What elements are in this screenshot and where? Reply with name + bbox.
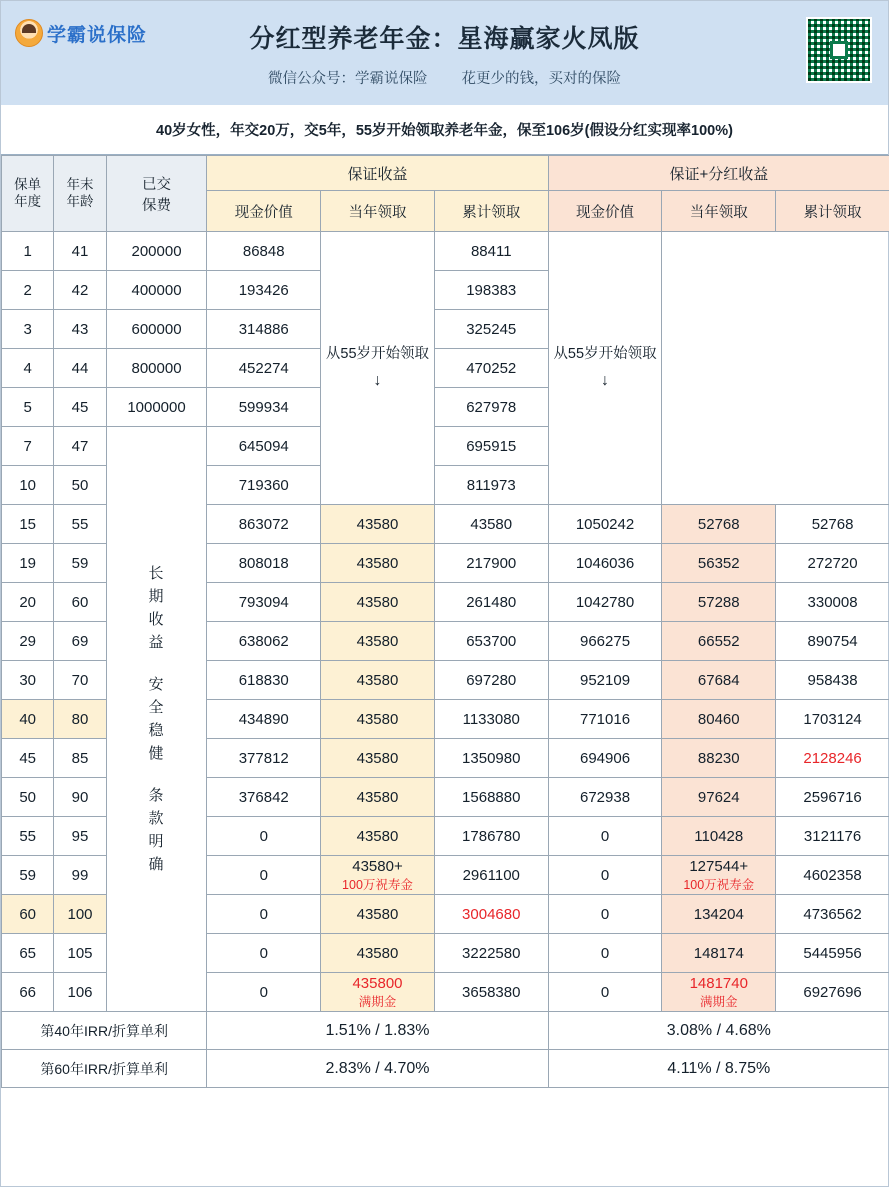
cell-cumulative-take-guaranteed: 3222580 (434, 934, 548, 973)
cell-age: 105 (54, 934, 106, 973)
cell-age: 90 (54, 778, 106, 817)
cell-cash-value-dividend: 672938 (548, 778, 662, 817)
cell-policy-year: 50 (2, 778, 54, 817)
cell-annual-take-dividend: 134204 (662, 895, 776, 934)
page-title: 分红型养老年金：星海赢家火凤版 (249, 24, 640, 53)
irr40-guaranteed: 1.51% / 1.83% (207, 1012, 548, 1050)
table-row (2, 310, 889, 349)
th-cumulative-take-guaranteed: 累计领取 (434, 191, 548, 232)
cell-cash-value-guaranteed: 793094 (207, 583, 321, 622)
cell-policy-year: 2 (2, 271, 54, 310)
cell-cash-value-dividend: 1046036 (548, 544, 662, 583)
brand-name: 学霸说保险 (47, 24, 148, 46)
cell-policy-year: 15 (2, 505, 54, 544)
cell-cash-value-dividend: 325245 (434, 310, 548, 349)
cell-annual-take-guaranteed: 43580 (321, 583, 435, 622)
cell-policy-year: 5 (2, 388, 54, 427)
cell-age: 69 (54, 622, 106, 661)
cell-cash-value-dividend: 1050242 (548, 505, 662, 544)
th-group-dividend: 保证+分红收益 (548, 156, 889, 191)
cell-annual-take-guaranteed: 43580 (321, 622, 435, 661)
cell-cumulative-take-dividend: 5445956 (776, 934, 889, 973)
table-footer (2, 1012, 889, 1088)
cell-cumulative-take-guaranteed: 653700 (434, 622, 548, 661)
cell-cash-value-guaranteed: 0 (207, 856, 321, 895)
cell-policy-year: 29 (2, 622, 54, 661)
cell-cash-value-dividend: 695915 (434, 427, 548, 466)
irr40-label: 第40年IRR/折算单利 (2, 1012, 207, 1050)
vertical-note-2: 安 全 稳 健 (148, 675, 165, 763)
cell-policy-year: 7 (2, 427, 54, 466)
table-group-header-row (2, 156, 889, 191)
cell-cumulative-take-guaranteed: 1568880 (434, 778, 548, 817)
cell-cumulative-take-dividend: 3121176 (776, 817, 889, 856)
cell-policy-year: 59 (2, 856, 54, 895)
cell-cash-value-dividend: 0 (548, 973, 662, 1012)
cell-annual-take-guaranteed: 43580 (321, 778, 435, 817)
cell-cash-value-guaranteed: 863072 (207, 505, 321, 544)
subtitle-account: 微信公众号：学霸说保险 (268, 70, 428, 87)
cell-cumulative-take-dividend: 330008 (776, 583, 889, 622)
page-header (1, 1, 888, 105)
cell-cash-value-dividend: 966275 (548, 622, 662, 661)
brand-avatar-icon (15, 19, 43, 47)
cell-annual-take-guaranteed: 43580 (321, 661, 435, 700)
cell-cash-value-guaranteed: 376842 (207, 778, 321, 817)
cell-paid-premium: 400000 (106, 271, 207, 310)
th-age: 年末 年龄 (54, 156, 106, 232)
table-row-irr60 (2, 1050, 889, 1088)
cell-cumulative-take-dividend: 2128246 (776, 739, 889, 778)
cell-paid-premium: 200000 (106, 232, 207, 271)
cell-annual-take-dividend: 88230 (662, 739, 776, 778)
cell-cash-value-dividend: 0 (548, 817, 662, 856)
cell-cash-value-guaranteed: 0 (207, 973, 321, 1012)
cell-cumulative-take-guaranteed: 2961100 (434, 856, 548, 895)
cell-cash-value-guaranteed: 618830 (207, 661, 321, 700)
cell-cash-value-dividend: 0 (548, 856, 662, 895)
cell-annual-take-guaranteed: 43580 (321, 544, 435, 583)
cell-age: 43 (54, 310, 106, 349)
th-cumulative-take-dividend: 累计领取 (776, 191, 889, 232)
cell-age: 44 (54, 349, 106, 388)
cell-cumulative-take-guaranteed: 43580 (434, 505, 548, 544)
cell-cash-value-guaranteed: 314886 (207, 310, 321, 349)
cell-annual-take-dividend: 80460 (662, 700, 776, 739)
cell-annual-take-dividend: 1481740 满期金 (662, 973, 776, 1012)
cell-cash-value-guaranteed: 638062 (207, 622, 321, 661)
cell-annual-take-dividend: 52768 (662, 505, 776, 544)
cell-age: 95 (54, 817, 106, 856)
th-policy-year: 保单 年度 (2, 156, 54, 232)
cell-policy-year: 65 (2, 934, 54, 973)
th-annual-take-dividend: 当年领取 (662, 191, 776, 232)
cell-cash-value-guaranteed: 0 (207, 817, 321, 856)
table-body (2, 232, 889, 1012)
cell-cash-value-guaranteed: 0 (207, 934, 321, 973)
cell-annual-take-guaranteed: 435800 满期金 (321, 973, 435, 1012)
cell-policy-year: 55 (2, 817, 54, 856)
th-annual-take-guaranteed: 当年领取 (321, 191, 435, 232)
cell-age: 70 (54, 661, 106, 700)
cell-cash-value-guaranteed: 808018 (207, 544, 321, 583)
cell-policy-year: 1 (2, 232, 54, 271)
cell-cumulative-take-dividend: 52768 (776, 505, 889, 544)
cell-cumulative-take-dividend: 890754 (776, 622, 889, 661)
cell-policy-year: 19 (2, 544, 54, 583)
cell-cash-value-dividend: 1042780 (548, 583, 662, 622)
cell-cumulative-take-dividend: 2596716 (776, 778, 889, 817)
cell-policy-year: 10 (2, 466, 54, 505)
cell-cumulative-take-dividend: 958438 (776, 661, 889, 700)
cell-cumulative-take-dividend: 4602358 (776, 856, 889, 895)
brand (15, 19, 147, 47)
irr60-guaranteed: 2.83% / 4.70% (207, 1050, 548, 1088)
cell-policy-year: 45 (2, 739, 54, 778)
cell-annual-take-dividend: 97624 (662, 778, 776, 817)
table-row (2, 349, 889, 388)
th-cash-value-dividend: 现金价值 (548, 191, 662, 232)
cell-policy-year: 40 (2, 700, 54, 739)
cell-cash-value-dividend: 627978 (434, 388, 548, 427)
cell-annual-take-guaranteed: 43580 (321, 739, 435, 778)
cell-annual-take-dividend: 57288 (662, 583, 776, 622)
cell-cumulative-take-dividend: 6927696 (776, 973, 889, 1012)
cell-annual-take-dividend: 67684 (662, 661, 776, 700)
cell-cumulative-take-guaranteed: 1133080 (434, 700, 548, 739)
cell-annual-take-dividend: 148174 (662, 934, 776, 973)
cell-cash-value-dividend: 0 (548, 934, 662, 973)
cell-annual-take-dividend: 56352 (662, 544, 776, 583)
cell-policy-year: 60 (2, 895, 54, 934)
cell-paid-premium: 800000 (106, 349, 207, 388)
cell-age: 42 (54, 271, 106, 310)
table-row (2, 427, 889, 466)
cell-cumulative-take-guaranteed: 261480 (434, 583, 548, 622)
page-subtitle (121, 67, 768, 88)
cell-age: 60 (54, 583, 106, 622)
cell-cash-value-guaranteed: 645094 (207, 427, 321, 466)
cell-annual-take-dividend: 110428 (662, 817, 776, 856)
th-group-guaranteed: 保证收益 (207, 156, 548, 191)
cell-policy-year: 66 (2, 973, 54, 1012)
cell-cash-value-dividend: 952109 (548, 661, 662, 700)
irr40-dividend: 3.08% / 4.68% (548, 1012, 889, 1050)
cell-annual-take-guaranteed: 43580 (321, 934, 435, 973)
cell-policy-year: 30 (2, 661, 54, 700)
cell-age: 55 (54, 505, 106, 544)
qr-code-icon (806, 17, 872, 83)
table-row (2, 232, 889, 271)
irr60-label: 第60年IRR/折算单利 (2, 1050, 207, 1088)
benefit-table (1, 155, 889, 1088)
cell-age: 100 (54, 895, 106, 934)
cell-policy-year: 3 (2, 310, 54, 349)
cell-annual-take-guaranteed: 43580+ 100万祝寿金 (321, 856, 435, 895)
cell-paid-premium-merged (106, 427, 207, 1012)
cell-cash-value-dividend: 88411 (434, 232, 548, 271)
subtitle-slogan: 花更少的钱，买对的保险 (461, 70, 621, 87)
irr60-dividend: 4.11% / 8.75% (548, 1050, 889, 1088)
cell-age: 80 (54, 700, 106, 739)
cell-annual-take-dividend: 127544+ 100万祝寿金 (662, 856, 776, 895)
cell-age: 106 (54, 973, 106, 1012)
cell-start-note-guaranteed (321, 232, 435, 505)
cell-cumulative-take-guaranteed: 217900 (434, 544, 548, 583)
cell-policy-year: 4 (2, 349, 54, 388)
cell-cumulative-take-guaranteed: 3658380 (434, 973, 548, 1012)
condition-line: 40岁女性，年交20万，交5年，55岁开始领取养老年金，保至106岁(假设分红实现率100%) (1, 105, 888, 155)
cell-cumulative-take-guaranteed: 697280 (434, 661, 548, 700)
cell-cash-value-dividend: 198383 (434, 271, 548, 310)
start-note-dividend: 从55岁开始领取 ↓ (553, 346, 657, 389)
table-row-irr40 (2, 1012, 889, 1050)
cell-annual-take-guaranteed: 43580 (321, 895, 435, 934)
cell-cumulative-take-dividend: 272720 (776, 544, 889, 583)
cell-age: 59 (54, 544, 106, 583)
cell-cumulative-take-guaranteed: 1786780 (434, 817, 548, 856)
cell-age: 47 (54, 427, 106, 466)
cell-cash-value-guaranteed: 86848 (207, 232, 321, 271)
table-row (2, 271, 889, 310)
cell-cash-value-guaranteed: 377812 (207, 739, 321, 778)
cell-policy-year: 20 (2, 583, 54, 622)
cell-cash-value-dividend: 811973 (434, 466, 548, 505)
table-row (2, 388, 889, 427)
cell-cash-value-guaranteed: 434890 (207, 700, 321, 739)
cell-cumulative-take-guaranteed: 1350980 (434, 739, 548, 778)
cell-cumulative-take-dividend: 1703124 (776, 700, 889, 739)
cell-cash-value-guaranteed: 599934 (207, 388, 321, 427)
cell-cumulative-take-guaranteed: 3004680 (434, 895, 548, 934)
cell-cash-value-guaranteed: 719360 (207, 466, 321, 505)
cell-cash-value-guaranteed: 0 (207, 895, 321, 934)
cell-cash-value-dividend: 771016 (548, 700, 662, 739)
th-paid-premium: 已交 保费 (106, 156, 207, 232)
th-cash-value-guaranteed: 现金价值 (207, 191, 321, 232)
cell-age: 41 (54, 232, 106, 271)
cell-age: 85 (54, 739, 106, 778)
cell-annual-take-guaranteed: 43580 (321, 700, 435, 739)
cell-annual-take-guaranteed: 43580 (321, 505, 435, 544)
cell-cash-value-dividend: 0 (548, 895, 662, 934)
cell-cash-value-dividend: 694906 (548, 739, 662, 778)
cell-annual-take-dividend: 66552 (662, 622, 776, 661)
cell-paid-premium: 1000000 (106, 388, 207, 427)
cell-age: 45 (54, 388, 106, 427)
cell-paid-premium: 600000 (106, 310, 207, 349)
cell-cash-value-dividend: 470252 (434, 349, 548, 388)
cell-annual-take-guaranteed: 43580 (321, 817, 435, 856)
cell-cash-value-guaranteed: 452274 (207, 349, 321, 388)
start-note-guaranteed: 从55岁开始领取 ↓ (325, 346, 430, 389)
cell-age: 99 (54, 856, 106, 895)
cell-start-note-dividend (548, 232, 662, 505)
cell-cash-value-guaranteed: 193426 (207, 271, 321, 310)
vertical-note-3: 条 款 明 确 (148, 786, 165, 874)
cell-age: 50 (54, 466, 106, 505)
vertical-note-1: 长 期 收 益 (148, 564, 165, 652)
cell-cumulative-take-dividend: 4736562 (776, 895, 889, 934)
